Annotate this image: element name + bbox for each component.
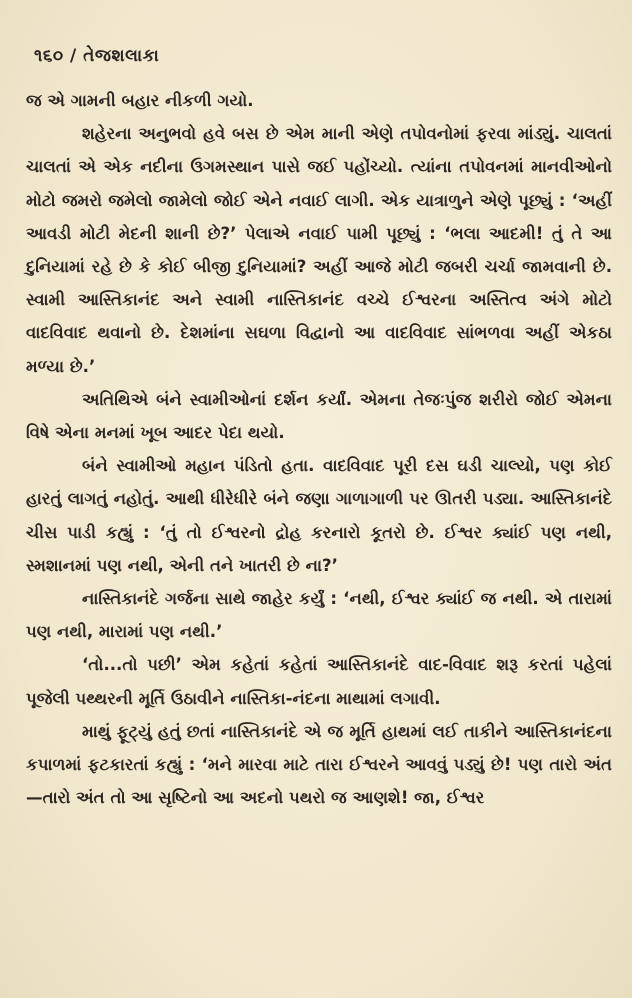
paragraph-1: જ એ ગામની બહાર નીકળી ગયો.: [26, 91, 254, 110]
body-text: [26, 84, 612, 814]
running-head: ૧૬૦ / તેજશલાકા: [34, 46, 160, 66]
paragraph-5: નાસ્તિકાનંદે ગર્જના સાથે જાહેર કર્યું : ‘નથી, ઈશ્વર ક્યાંઈ જ નથી. એ તારામાં પણ નથી, મારામાં પણ નથી.’: [26, 589, 612, 642]
paragraph-7: માથું ફૂટ્યું હતું છતાં નાસ્તિકાનંદે એ જ મૂર્તિ હાથમાં લઈ તાકીને આસ્તિકાનંદના કપાળમાં ફટકારતાં કહ્યું : ‘મને મારવા માટે તારા ઈશ્વરને આવવું પડ્યું છે! પણ તારો અંત—તારો અંત તો આ સૃષ્ટિનો આ અદનો પથરો જ આણશે! જા, ઈશ્વર: [26, 721, 612, 808]
paragraph-6: ‘તો...તો પછી’ એમ કહેતાં કહેતાં આસ્તિકાનંદે વાદ-વિવાદ શરૂ કરતાં પહેલાં પૂજેલી પથ્થરની મૂર્તિ ઉઠાવીને નાસ્તિકા-નંદના માથામાં લગાવી.: [26, 655, 612, 708]
paragraph-2: શહેરના અનુભવો હવે બસ છે એમ માની એણે તપોવનોમાં ફરવા માંડ્યું. ચાલતાં ચાલતાં એ એક નદીના ઉગમસ્થાન પાસે જઈ પહોંચ્યો. ત્યાંના તપોવનમાં માનવીઓનો મોટો જમરો જમેલો જામેલો જોઈ એને નવાઈ લાગી. એક યાત્રાળુને એણે પૂછ્યું : ‘અહીં આવડી મોટી મેદની શાની છે?’ પેલાએ નવાઈ પામી પૂછ્યું : ‘ભલા આદમી! તું તે આ દુનિયામાં રહે છે કે કોઈ બીજી દુનિયામાં? અહીં આજે મોટી જબરી ચર્ચા જામવાની છે. સ્વામી આસ્તિકાનંદ અને સ્વામી નાસ્તિકાનંદ વચ્ચે ઈશ્વરના અસ્તિત્વ અંગે મોટો વાદવિવાદ થવાનો છે. દેશમાંના સઘળા વિદ્વાનો આ વાદવિવાદ સાંભળવા અહીં એકઠા મળ્યા છે.’: [26, 124, 612, 376]
paragraph-4: બંને સ્વામીઓ મહાન પંડિતો હતા. વાદવિવાદ પૂરી દસ ઘડી ચાલ્યો, પણ કોઈ હારતું લાગતું નહોતું. આથી ધીરેધીરે બંને જણા ગાળાગાળી પર ઊતરી પડ્યા. આસ્તિકાનંદે ચીસ પાડી કહ્યું : ‘તું તો ઈશ્વરનો દ્રોહ કરનારો કૂતરો છે. ઈશ્વર ક્યાંઈ પણ નથી, સ્મશાનમાં પણ નથી, એની તને ખાતરી છે ના?’: [26, 456, 612, 575]
paragraph-3: અતિથિએ બંને સ્વામીઓનાં દર્શન કર્યાં. એમના તેજઃપુંજ શરીરો જોઈ એમના વિષે એના મનમાં ખૂબ આદર પેદા થયો.: [26, 389, 612, 443]
